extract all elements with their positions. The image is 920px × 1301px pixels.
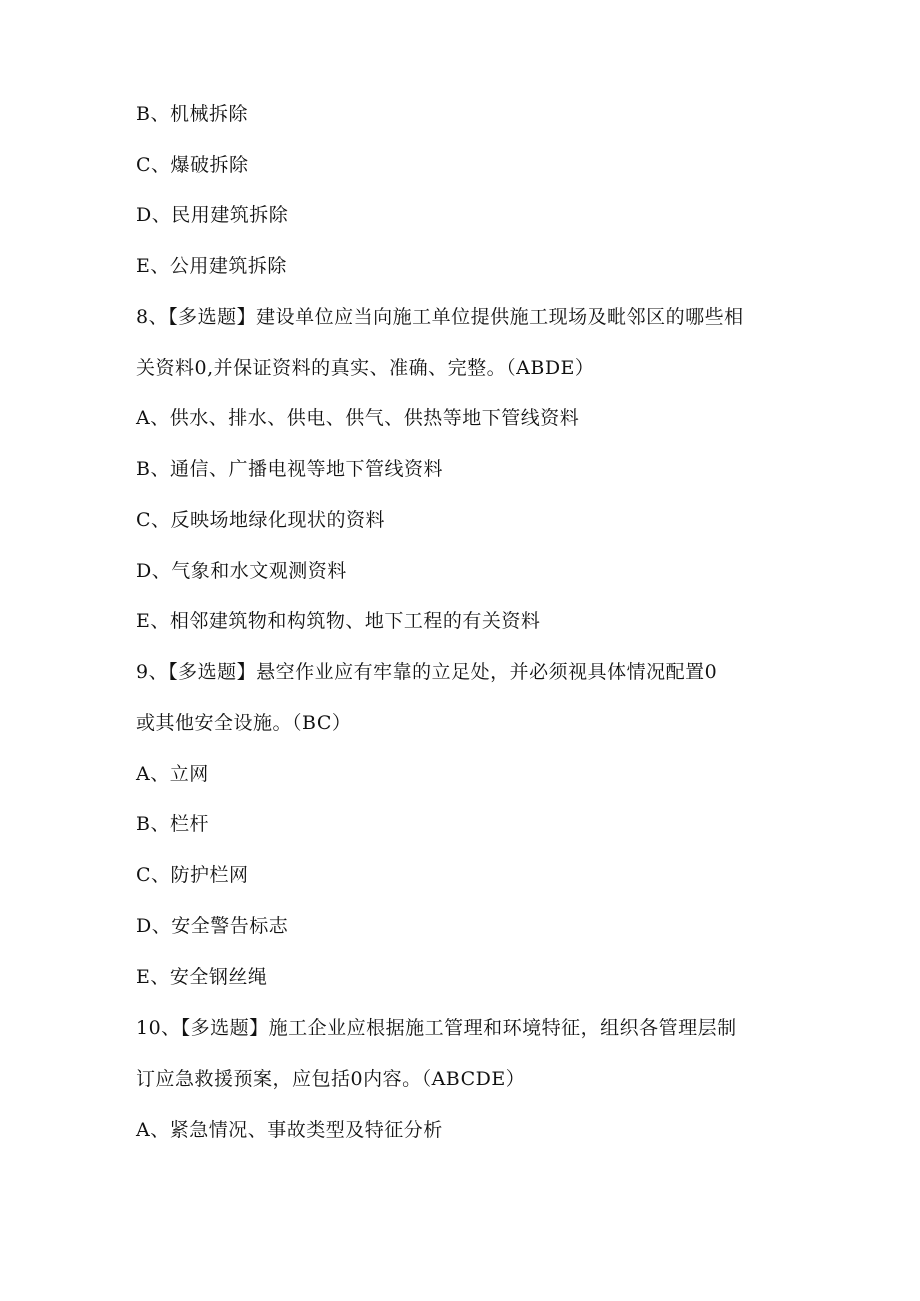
q10-option-a: A、紧急情况、事故类型及特征分析 — [136, 1119, 443, 1141]
q9-option-d: D、安全警告标志 — [136, 915, 289, 937]
q7-option-d: D、民用建筑拆除 — [136, 204, 289, 226]
q9-stem-line2: 或其他安全设施。（BC） — [136, 712, 352, 734]
q9-option-c: C、防护栏网 — [136, 864, 249, 886]
q8-option-c: C、反映场地绿化现状的资料 — [136, 509, 386, 531]
q7-option-c: C、爆破拆除 — [136, 154, 249, 176]
q10-stem-line1: 10、【多选题】施工企业应根据施工管理和环境特征，组织各管理层制 — [136, 1017, 737, 1039]
q8-stem-line1: 8、【多选题】建设单位应当向施工单位提供施工现场及毗邻区的哪些相 — [136, 306, 744, 328]
q9-option-b: B、栏杆 — [136, 813, 209, 835]
q8-option-a: A、供水、排水、供电、供气、供热等地下管线资料 — [136, 407, 580, 429]
q10-stem-line2: 订应急救援预案，应包括0内容。（ABCDE） — [136, 1068, 526, 1090]
q8-option-b: B、通信、广播电视等地下管线资料 — [136, 458, 443, 480]
q8-option-e: E、相邻建筑物和构筑物、地下工程的有关资料 — [136, 610, 541, 632]
q9-stem-line1: 9、【多选题】悬空作业应有牢靠的立足处，并必须视具体情况配置0 — [136, 661, 718, 683]
q7-option-e: E、公用建筑拆除 — [136, 255, 287, 277]
q7-option-b: B、机械拆除 — [136, 103, 248, 125]
q9-option-e: E、安全钢丝绳 — [136, 966, 268, 988]
q9-option-a: A、立网 — [136, 763, 209, 785]
q8-option-d: D、气象和水文观测资料 — [136, 560, 347, 582]
q8-stem-line2: 关资料0,并保证资料的真实、准确、完整。（ABDE） — [136, 357, 595, 379]
